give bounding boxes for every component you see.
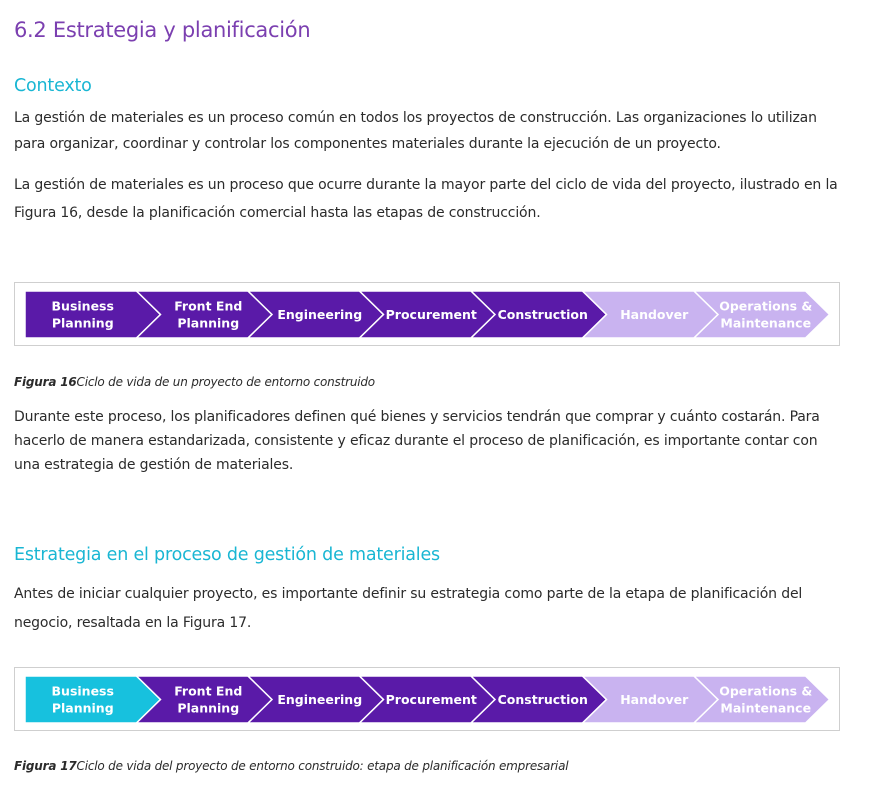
contexto-p2-line2: Figura 16, desde la planificación comercial hasta las etapas de construcción. (14, 205, 541, 221)
figure-16-caption-text: Ciclo de vida de un proyecto de entorno construido (76, 375, 375, 389)
stage-label: Planning (177, 315, 240, 331)
figure-17-chevrons (15, 668, 841, 732)
stage-label: Front End (174, 298, 243, 314)
after-fig16-line3: una estrategia de gestión de materiales. (14, 457, 294, 473)
stage-label: Business (51, 683, 114, 699)
stage-label: Engineering (277, 692, 363, 707)
stage-label: Procurement (385, 692, 477, 707)
stage-label: Handover (620, 692, 689, 707)
figure-17-caption-label: Figura 17 (14, 759, 77, 773)
figure-17-caption-text: Ciclo de vida del proyecto de entorno construido: etapa de planificación empresarial (76, 759, 569, 773)
stage-label: Maintenance (720, 700, 812, 716)
stage-label: Business (51, 298, 114, 314)
stage-label: Handover (620, 307, 689, 322)
figure-16-lifecycle (14, 282, 840, 346)
figure-17-lifecycle (14, 667, 840, 731)
stage-label: Planning (51, 315, 114, 331)
contexto-p1-line1: La gestión de materiales es un proceso común en todos los proyectos de construcción. Las organizaciones lo utilizan (14, 110, 817, 126)
figure-16-chevrons (15, 283, 841, 347)
figure-16-caption (14, 375, 375, 389)
section-title: 6.2 Estrategia y planificación (14, 18, 311, 42)
figure-16-caption-label: Figura 16 (14, 375, 77, 389)
estrategia-line1: Antes de iniciar cualquier proyecto, es importante definir su estrategia como parte de la etapa de planificación del (14, 586, 803, 602)
stage-label: Engineering (277, 307, 363, 322)
after-fig16-line2: hacerlo de manera estandarizada, consistente y eficaz durante el proceso de planificación, es importante contar con (14, 433, 818, 449)
stage-1 (25, 676, 161, 723)
heading-contexto: Contexto (14, 76, 92, 96)
stage-label: Front End (174, 683, 243, 699)
contexto-p2-line1: La gestión de materiales es un proceso que ocurre durante la mayor parte del ciclo de vida del proyecto, ilustrado en la (14, 177, 838, 193)
stage-label: Operations & (719, 298, 813, 314)
heading-estrategia: Estrategia en el proceso de gestión de materiales (14, 545, 440, 565)
stage-1 (25, 291, 161, 338)
stage-label: Operations & (719, 683, 813, 699)
stage-label: Maintenance (720, 315, 812, 331)
after-fig16-line1: Durante este proceso, los planificadores definen qué bienes y servicios tendrán que comprar y cuánto costarán. Para (14, 409, 820, 425)
estrategia-line2: negocio, resaltada en la Figura 17. (14, 615, 252, 631)
stage-label: Construction (497, 307, 588, 322)
contexto-p1-line2: para organizar, coordinar y controlar los componentes materiales durante la ejecución de un proyecto. (14, 136, 721, 152)
stage-label: Planning (51, 700, 114, 716)
figure-17-caption (14, 759, 568, 773)
stage-label: Procurement (385, 307, 477, 322)
stage-label: Planning (177, 700, 240, 716)
stage-label: Construction (497, 692, 588, 707)
